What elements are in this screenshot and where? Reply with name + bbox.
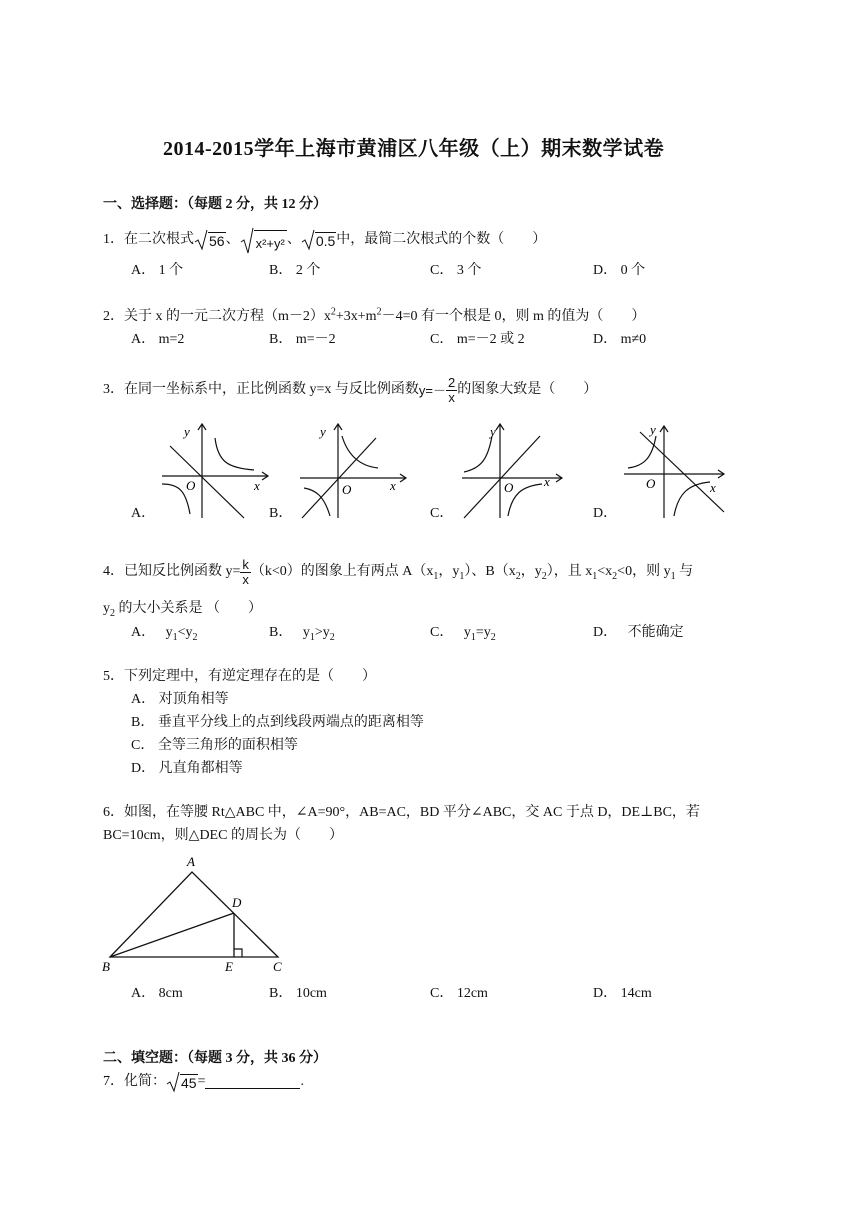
x-label: x — [254, 478, 260, 493]
svg-text:y: y — [490, 424, 496, 439]
radical-45: 45 — [166, 1071, 198, 1093]
question-4-line2: $y_2$ 的大小关系是 （ ） — [103, 601, 262, 619]
y-label: y — [184, 424, 190, 439]
q1-option-b: B． 2 个 — [269, 263, 321, 278]
svg-text:y: y — [320, 424, 326, 439]
q1-option-a: A． 1 个 — [131, 263, 184, 278]
q6-option-b: B． 10cm — [269, 986, 327, 1001]
segment-bd — [110, 913, 234, 957]
q6-option-a: A． 8cm — [131, 986, 183, 1001]
q4-option-d: D． 不能确定 — [593, 625, 684, 640]
svg-text:O: O — [504, 480, 514, 495]
question-6-line2: BC=10cm，则△DEC 的周长为（ ） — [103, 828, 343, 843]
q6-option-d: D． 14cm — [593, 986, 652, 1001]
question-2: 2．关于 x 的一元二次方程$(m-2)x^2+3x+m^2-4=0$ 有一个根是 0，则 m 的值为（ ） — [103, 306, 646, 324]
q5-option-a: A． 对顶角相等 — [131, 692, 229, 707]
q2-option-b: B． m=－2 — [269, 332, 336, 347]
q3-option-b: B． — [269, 506, 293, 521]
q6-option-c: C． 12cm — [430, 986, 488, 1001]
hyperbola-branch-1 — [215, 438, 254, 470]
q3-option-d: D． — [593, 506, 618, 521]
graph-d — [618, 422, 734, 520]
section-heading-choice: 一、选择题：（每题 2 分，共 12 分） — [103, 197, 327, 212]
question-4: 4．已知反比例函数 y= $\frac{k}{x}$ （k<0）的图象上有两点 $A(x_1$，$y_1$）、$B(x_2$，$y_2$），且 $x_1<x_2<0$，则 $y_1$ 与 — [103, 557, 694, 587]
right-angle-mark — [234, 949, 242, 957]
sqrt-sign-icon — [166, 1071, 180, 1093]
q5-option-c: C． 全等三角形的面积相等 — [131, 738, 298, 753]
q3-option-c: C． — [430, 506, 454, 521]
svg-text:x: x — [390, 478, 396, 493]
triangle-figure — [98, 852, 298, 977]
line-y-eq-x — [170, 446, 244, 518]
radical-x2y2: x²+y² — [240, 226, 287, 254]
question-5: 5．下列定理中，有逆定理存在的是（ ） — [103, 669, 376, 684]
question-3: 3．在同一坐标系中，正比例函数 y=x 与反比例函数 y=－ $\frac{2}{x}$ 的图象大致是（ ） — [103, 375, 598, 405]
question-6-line1: 6．如图，在等腰 Rt△ABC 中，∠A=90°，AB=AC，BD 平分∠ABC，交 AC 于点 D，DE⊥BC，若 — [103, 805, 700, 820]
sqrt-sign-icon — [301, 229, 315, 251]
svg-text:x: x — [710, 480, 716, 495]
q1-sep1: 、 — [225, 232, 240, 247]
section-heading-fill: 二、填空题：（每题 3 分，共 36 分） — [103, 1051, 327, 1066]
label-d: D — [232, 895, 242, 910]
svg-text:O: O — [342, 482, 352, 497]
q1-option-d: D． 0 个 — [593, 263, 646, 278]
q3-option-a: A． — [131, 506, 156, 521]
q5-option-d: D． 凡直角都相等 — [131, 761, 243, 776]
label-e: E — [225, 959, 233, 974]
q2-option-c: C． m=－2 或 2 — [430, 332, 525, 347]
sqrt-sign-icon — [240, 226, 254, 254]
graph-b — [296, 422, 412, 520]
q4-option-b: B． $y_1>y_2$ — [269, 625, 335, 643]
q2-option-a: A． m=2 — [131, 332, 185, 347]
q2-option-d: D． m≠0 — [593, 332, 647, 347]
q4-option-a: A． $y_1<y_2$ — [131, 625, 198, 643]
q1-prefix: 1．在二次根式 — [103, 232, 194, 247]
svg-text:x: x — [544, 474, 550, 489]
question-7: 7．化简： 45 = . — [103, 1071, 304, 1093]
svg-text:O: O — [646, 476, 656, 491]
question-1 — [103, 226, 546, 254]
answer-blank[interactable] — [205, 1076, 300, 1089]
graph-a — [158, 422, 274, 520]
radical-0-5: 0.5 — [301, 229, 336, 251]
page-title: 2014-2015学年上海市黄浦区八年级（上）期末数学试卷 — [163, 138, 665, 160]
q1-suffix: 中，最简二次根式的个数（ ） — [336, 232, 547, 247]
q5-option-b: B． 垂直平分线上的点到线段两端点的距离相等 — [131, 715, 424, 730]
q1-option-c: C． 3 个 — [430, 263, 482, 278]
label-c: C — [273, 959, 282, 974]
graph-c — [456, 422, 572, 520]
label-a: A — [187, 854, 195, 869]
q4-option-c: C． $y_1=y_2$ — [430, 625, 496, 643]
fraction-k-over-x: $\frac{k}{x}$ — [242, 557, 249, 587]
origin-label: O — [186, 478, 196, 493]
label-b: B — [102, 959, 110, 974]
fraction-2-over-x: $\frac{2}{x}$ — [448, 375, 456, 405]
q1-sep2: 、 — [286, 232, 301, 247]
triangle-abc — [110, 872, 278, 957]
sqrt-sign-icon — [194, 229, 208, 251]
svg-text:y: y — [650, 422, 656, 437]
radical-56: 56 — [194, 229, 226, 251]
